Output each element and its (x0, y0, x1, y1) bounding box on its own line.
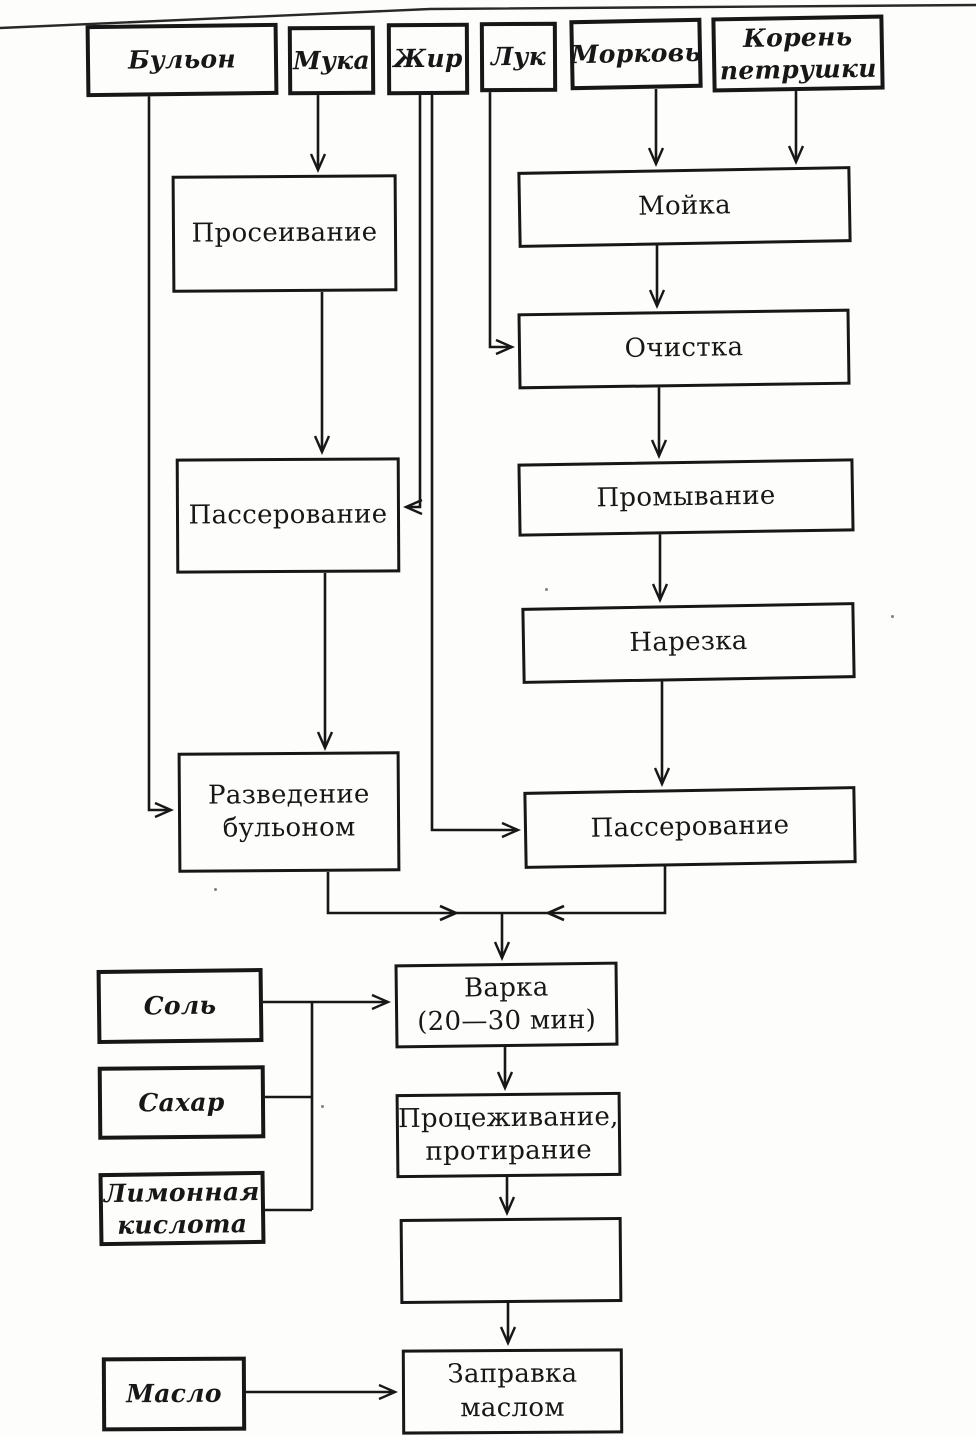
node-sol (97, 968, 264, 1044)
node-varka (394, 962, 618, 1049)
node-bulon (86, 23, 279, 97)
node-passerovanie2-label: Пассерование (590, 810, 790, 844)
edge-zhir-to-passerovanie1 (406, 95, 420, 507)
node-passerovanie2 (523, 786, 856, 869)
node-razvedenie-label-line: бульоном (222, 812, 356, 844)
node-limonnaya-label-line: Лимонная (103, 1176, 260, 1208)
node-proseivanie-label: Просеивание (191, 217, 378, 249)
scan-speck (321, 1105, 324, 1108)
node-moika (517, 166, 851, 248)
node-maslo (102, 1357, 246, 1432)
node-promyvanie-label: Промывание (596, 480, 776, 514)
node-sahar (98, 1065, 266, 1139)
scan-speck (891, 615, 894, 618)
node-proseivanie (172, 174, 398, 293)
node-varka-label-line: Варка (463, 972, 549, 1004)
node-muka (288, 26, 375, 96)
node-luk-label: Лук (490, 41, 547, 72)
node-razvedenie (178, 751, 401, 873)
node-procezhivanie-label-line: протирание (425, 1135, 593, 1167)
node-varka-label-line: (20—30 мин) (417, 1004, 597, 1038)
edge-zhir-to-passerovanie2 (432, 95, 518, 830)
node-passerovanie1 (176, 457, 401, 573)
node-koren-label-line: Корень (742, 21, 853, 53)
node-bulon-label: Бульон (127, 44, 237, 75)
edge-luk-to-ochistka (490, 92, 512, 347)
node-narezka (521, 602, 855, 684)
node-moika-label: Мойка (637, 190, 732, 223)
node-morkov (569, 18, 702, 91)
node-morkov-label: Морковь (570, 37, 702, 70)
node-procezhivanie-label-line: Процеживание, (397, 1101, 619, 1134)
node-zhir-label: Жир (393, 43, 463, 74)
edge-passerovanie2-to-junction (502, 866, 665, 913)
node-passerovanie1-label: Пассерование (188, 499, 388, 531)
node-zhir (387, 23, 469, 95)
node-procezhivanie (396, 1092, 622, 1178)
scan-speck (214, 888, 217, 891)
edge-bulon-to-razvedenie (149, 96, 171, 810)
scan-speck (545, 588, 548, 591)
node-muka-label: Мука (292, 45, 371, 75)
node-sahar-label: Сахар (138, 1087, 225, 1117)
node-koren-label-line: петрушки (719, 53, 877, 85)
node-limonnaya (98, 1171, 265, 1246)
node-ochistka-label: Очистка (624, 332, 744, 365)
node-zapravka-label-line: Заправка (447, 1358, 578, 1390)
node-promyvanie (517, 458, 854, 536)
node-maslo-label: Масло (126, 1378, 222, 1409)
node-koren (711, 15, 884, 93)
node-ochistka (517, 309, 850, 390)
edge-razvedenie-to-junction (328, 872, 502, 913)
node-zapravka (402, 1348, 623, 1434)
node-luk (480, 22, 557, 92)
node-sol-label: Соль (143, 990, 217, 1021)
node-blank (400, 1217, 623, 1304)
node-razvedenie-label-line: Разведение (207, 779, 370, 811)
node-zapravka-label-line: маслом (460, 1392, 565, 1423)
node-narezka-label: Нарезка (629, 626, 748, 659)
node-limonnaya-label-line: кислота (116, 1208, 248, 1240)
